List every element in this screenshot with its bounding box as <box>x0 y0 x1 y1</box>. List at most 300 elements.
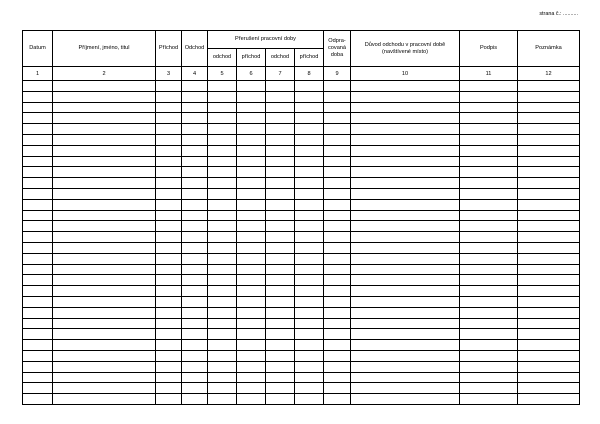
form-cell[interactable] <box>208 178 237 189</box>
form-cell[interactable] <box>23 340 53 351</box>
form-cell[interactable] <box>351 394 460 405</box>
form-cell[interactable] <box>266 188 295 199</box>
form-cell[interactable] <box>518 329 580 340</box>
form-cell[interactable] <box>182 145 208 156</box>
form-cell[interactable] <box>156 318 182 329</box>
form-cell[interactable] <box>518 156 580 167</box>
form-cell[interactable] <box>156 286 182 297</box>
form-cell[interactable] <box>182 102 208 113</box>
form-cell[interactable] <box>295 156 324 167</box>
form-cell[interactable] <box>53 340 156 351</box>
form-cell[interactable] <box>460 296 518 307</box>
form-cell[interactable] <box>266 102 295 113</box>
form-cell[interactable] <box>208 372 237 383</box>
form-cell[interactable] <box>53 350 156 361</box>
form-cell[interactable] <box>266 91 295 102</box>
form-cell[interactable] <box>23 134 53 145</box>
form-cell[interactable] <box>460 178 518 189</box>
form-cell[interactable] <box>351 275 460 286</box>
form-cell[interactable] <box>237 113 266 124</box>
form-cell[interactable] <box>518 350 580 361</box>
form-cell[interactable] <box>156 134 182 145</box>
form-cell[interactable] <box>324 145 351 156</box>
form-cell[interactable] <box>266 286 295 297</box>
form-cell[interactable] <box>208 232 237 243</box>
form-cell[interactable] <box>324 156 351 167</box>
form-cell[interactable] <box>295 340 324 351</box>
form-cell[interactable] <box>23 253 53 264</box>
form-cell[interactable] <box>237 329 266 340</box>
form-cell[interactable] <box>460 275 518 286</box>
form-cell[interactable] <box>295 350 324 361</box>
form-cell[interactable] <box>460 199 518 210</box>
form-cell[interactable] <box>324 124 351 135</box>
form-cell[interactable] <box>237 394 266 405</box>
form-cell[interactable] <box>351 210 460 221</box>
form-cell[interactable] <box>324 361 351 372</box>
form-cell[interactable] <box>324 350 351 361</box>
form-cell[interactable] <box>23 178 53 189</box>
form-cell[interactable] <box>266 253 295 264</box>
form-cell[interactable] <box>266 350 295 361</box>
form-cell[interactable] <box>295 286 324 297</box>
form-cell[interactable] <box>518 221 580 232</box>
form-cell[interactable] <box>53 178 156 189</box>
form-cell[interactable] <box>518 242 580 253</box>
form-cell[interactable] <box>266 199 295 210</box>
form-cell[interactable] <box>324 318 351 329</box>
form-cell[interactable] <box>53 167 156 178</box>
form-cell[interactable] <box>266 340 295 351</box>
form-cell[interactable] <box>351 178 460 189</box>
form-cell[interactable] <box>237 124 266 135</box>
form-cell[interactable] <box>237 318 266 329</box>
form-cell[interactable] <box>460 124 518 135</box>
form-cell[interactable] <box>460 350 518 361</box>
form-cell[interactable] <box>182 81 208 92</box>
form-cell[interactable] <box>295 188 324 199</box>
form-cell[interactable] <box>266 81 295 92</box>
form-cell[interactable] <box>266 134 295 145</box>
form-cell[interactable] <box>324 253 351 264</box>
form-cell[interactable] <box>182 221 208 232</box>
form-cell[interactable] <box>351 145 460 156</box>
form-cell[interactable] <box>518 361 580 372</box>
form-cell[interactable] <box>460 286 518 297</box>
form-cell[interactable] <box>182 286 208 297</box>
form-cell[interactable] <box>53 253 156 264</box>
form-cell[interactable] <box>23 167 53 178</box>
form-cell[interactable] <box>460 372 518 383</box>
form-cell[interactable] <box>266 113 295 124</box>
form-cell[interactable] <box>324 199 351 210</box>
form-cell[interactable] <box>266 178 295 189</box>
form-cell[interactable] <box>182 178 208 189</box>
form-cell[interactable] <box>53 156 156 167</box>
form-cell[interactable] <box>518 134 580 145</box>
form-cell[interactable] <box>182 383 208 394</box>
form-cell[interactable] <box>518 102 580 113</box>
form-cell[interactable] <box>351 199 460 210</box>
form-cell[interactable] <box>23 329 53 340</box>
form-cell[interactable] <box>460 145 518 156</box>
form-cell[interactable] <box>295 264 324 275</box>
form-cell[interactable] <box>53 242 156 253</box>
form-cell[interactable] <box>460 253 518 264</box>
form-cell[interactable] <box>351 232 460 243</box>
form-cell[interactable] <box>295 361 324 372</box>
form-cell[interactable] <box>208 361 237 372</box>
form-cell[interactable] <box>23 372 53 383</box>
form-cell[interactable] <box>182 156 208 167</box>
form-cell[interactable] <box>266 221 295 232</box>
form-cell[interactable] <box>53 199 156 210</box>
form-cell[interactable] <box>237 372 266 383</box>
form-cell[interactable] <box>53 188 156 199</box>
form-cell[interactable] <box>53 275 156 286</box>
form-cell[interactable] <box>208 124 237 135</box>
form-cell[interactable] <box>156 242 182 253</box>
form-cell[interactable] <box>518 286 580 297</box>
form-cell[interactable] <box>53 113 156 124</box>
form-cell[interactable] <box>156 372 182 383</box>
form-cell[interactable] <box>351 372 460 383</box>
form-cell[interactable] <box>208 394 237 405</box>
form-cell[interactable] <box>182 275 208 286</box>
form-cell[interactable] <box>351 242 460 253</box>
form-cell[interactable] <box>23 275 53 286</box>
form-cell[interactable] <box>266 242 295 253</box>
form-cell[interactable] <box>182 242 208 253</box>
form-cell[interactable] <box>156 350 182 361</box>
form-cell[interactable] <box>23 156 53 167</box>
form-cell[interactable] <box>295 81 324 92</box>
form-cell[interactable] <box>237 350 266 361</box>
form-cell[interactable] <box>518 340 580 351</box>
form-cell[interactable] <box>460 361 518 372</box>
form-cell[interactable] <box>23 296 53 307</box>
form-cell[interactable] <box>295 124 324 135</box>
form-cell[interactable] <box>324 178 351 189</box>
form-cell[interactable] <box>237 134 266 145</box>
form-cell[interactable] <box>518 145 580 156</box>
form-cell[interactable] <box>182 91 208 102</box>
form-cell[interactable] <box>324 221 351 232</box>
form-cell[interactable] <box>351 221 460 232</box>
form-cell[interactable] <box>460 221 518 232</box>
form-cell[interactable] <box>324 286 351 297</box>
form-cell[interactable] <box>53 329 156 340</box>
form-cell[interactable] <box>156 383 182 394</box>
form-cell[interactable] <box>295 134 324 145</box>
form-cell[interactable] <box>237 156 266 167</box>
form-cell[interactable] <box>295 210 324 221</box>
form-cell[interactable] <box>237 361 266 372</box>
form-cell[interactable] <box>23 124 53 135</box>
form-cell[interactable] <box>518 372 580 383</box>
form-cell[interactable] <box>182 113 208 124</box>
form-cell[interactable] <box>237 275 266 286</box>
form-cell[interactable] <box>156 167 182 178</box>
form-cell[interactable] <box>324 264 351 275</box>
form-cell[interactable] <box>518 275 580 286</box>
form-cell[interactable] <box>208 350 237 361</box>
form-cell[interactable] <box>182 296 208 307</box>
form-cell[interactable] <box>295 253 324 264</box>
form-cell[interactable] <box>324 372 351 383</box>
form-cell[interactable] <box>324 296 351 307</box>
form-cell[interactable] <box>156 145 182 156</box>
form-cell[interactable] <box>237 253 266 264</box>
form-cell[interactable] <box>351 340 460 351</box>
form-cell[interactable] <box>295 167 324 178</box>
form-cell[interactable] <box>295 296 324 307</box>
form-cell[interactable] <box>53 210 156 221</box>
form-cell[interactable] <box>266 275 295 286</box>
form-cell[interactable] <box>182 318 208 329</box>
form-cell[interactable] <box>182 361 208 372</box>
form-cell[interactable] <box>266 329 295 340</box>
form-cell[interactable] <box>266 361 295 372</box>
form-cell[interactable] <box>351 156 460 167</box>
form-cell[interactable] <box>53 124 156 135</box>
form-cell[interactable] <box>518 113 580 124</box>
form-cell[interactable] <box>237 232 266 243</box>
form-cell[interactable] <box>324 113 351 124</box>
form-cell[interactable] <box>53 145 156 156</box>
form-cell[interactable] <box>182 253 208 264</box>
form-cell[interactable] <box>324 383 351 394</box>
form-cell[interactable] <box>23 91 53 102</box>
form-cell[interactable] <box>53 318 156 329</box>
form-cell[interactable] <box>53 232 156 243</box>
form-cell[interactable] <box>518 188 580 199</box>
form-cell[interactable] <box>460 340 518 351</box>
form-cell[interactable] <box>23 145 53 156</box>
form-cell[interactable] <box>295 199 324 210</box>
form-cell[interactable] <box>237 296 266 307</box>
form-cell[interactable] <box>460 167 518 178</box>
form-cell[interactable] <box>518 210 580 221</box>
form-cell[interactable] <box>324 394 351 405</box>
form-cell[interactable] <box>156 81 182 92</box>
form-cell[interactable] <box>266 383 295 394</box>
form-cell[interactable] <box>324 91 351 102</box>
form-cell[interactable] <box>295 318 324 329</box>
form-cell[interactable] <box>295 242 324 253</box>
form-cell[interactable] <box>182 372 208 383</box>
form-cell[interactable] <box>351 361 460 372</box>
form-cell[interactable] <box>208 81 237 92</box>
form-cell[interactable] <box>53 383 156 394</box>
form-cell[interactable] <box>208 383 237 394</box>
form-cell[interactable] <box>237 242 266 253</box>
form-cell[interactable] <box>295 221 324 232</box>
form-cell[interactable] <box>518 124 580 135</box>
form-cell[interactable] <box>351 307 460 318</box>
form-cell[interactable] <box>208 221 237 232</box>
form-cell[interactable] <box>237 340 266 351</box>
form-cell[interactable] <box>351 167 460 178</box>
form-cell[interactable] <box>182 350 208 361</box>
form-cell[interactable] <box>295 307 324 318</box>
form-cell[interactable] <box>518 318 580 329</box>
form-cell[interactable] <box>23 81 53 92</box>
form-cell[interactable] <box>23 210 53 221</box>
form-cell[interactable] <box>53 286 156 297</box>
form-cell[interactable] <box>518 199 580 210</box>
form-cell[interactable] <box>53 134 156 145</box>
form-cell[interactable] <box>208 340 237 351</box>
form-cell[interactable] <box>324 329 351 340</box>
form-cell[interactable] <box>266 232 295 243</box>
form-cell[interactable] <box>518 264 580 275</box>
form-cell[interactable] <box>208 253 237 264</box>
form-cell[interactable] <box>182 340 208 351</box>
form-cell[interactable] <box>208 102 237 113</box>
form-cell[interactable] <box>324 81 351 92</box>
form-cell[interactable] <box>156 221 182 232</box>
form-cell[interactable] <box>23 264 53 275</box>
form-cell[interactable] <box>460 81 518 92</box>
form-cell[interactable] <box>460 318 518 329</box>
form-cell[interactable] <box>23 307 53 318</box>
form-cell[interactable] <box>23 102 53 113</box>
form-cell[interactable] <box>518 167 580 178</box>
form-cell[interactable] <box>518 307 580 318</box>
form-cell[interactable] <box>295 383 324 394</box>
form-cell[interactable] <box>460 91 518 102</box>
form-cell[interactable] <box>460 134 518 145</box>
form-cell[interactable] <box>460 113 518 124</box>
form-cell[interactable] <box>23 221 53 232</box>
form-cell[interactable] <box>460 307 518 318</box>
form-cell[interactable] <box>208 275 237 286</box>
form-cell[interactable] <box>324 242 351 253</box>
form-cell[interactable] <box>266 394 295 405</box>
form-cell[interactable] <box>182 134 208 145</box>
form-cell[interactable] <box>351 188 460 199</box>
form-cell[interactable] <box>351 264 460 275</box>
form-cell[interactable] <box>23 383 53 394</box>
form-cell[interactable] <box>351 286 460 297</box>
form-cell[interactable] <box>182 167 208 178</box>
form-cell[interactable] <box>266 210 295 221</box>
form-cell[interactable] <box>23 242 53 253</box>
form-cell[interactable] <box>295 145 324 156</box>
form-cell[interactable] <box>518 296 580 307</box>
form-cell[interactable] <box>156 156 182 167</box>
form-cell[interactable] <box>208 199 237 210</box>
form-cell[interactable] <box>351 296 460 307</box>
form-cell[interactable] <box>182 264 208 275</box>
form-cell[interactable] <box>208 210 237 221</box>
form-cell[interactable] <box>324 307 351 318</box>
form-cell[interactable] <box>53 102 156 113</box>
form-cell[interactable] <box>182 307 208 318</box>
form-cell[interactable] <box>182 210 208 221</box>
form-cell[interactable] <box>156 91 182 102</box>
form-cell[interactable] <box>295 275 324 286</box>
form-cell[interactable] <box>518 81 580 92</box>
form-cell[interactable] <box>53 394 156 405</box>
form-cell[interactable] <box>324 232 351 243</box>
form-cell[interactable] <box>156 361 182 372</box>
form-cell[interactable] <box>53 91 156 102</box>
form-cell[interactable] <box>324 102 351 113</box>
form-cell[interactable] <box>208 167 237 178</box>
form-cell[interactable] <box>23 232 53 243</box>
form-cell[interactable] <box>518 253 580 264</box>
form-cell[interactable] <box>156 199 182 210</box>
form-cell[interactable] <box>518 383 580 394</box>
form-cell[interactable] <box>237 167 266 178</box>
form-cell[interactable] <box>156 394 182 405</box>
form-cell[interactable] <box>208 145 237 156</box>
form-cell[interactable] <box>295 329 324 340</box>
form-cell[interactable] <box>295 178 324 189</box>
form-cell[interactable] <box>351 350 460 361</box>
form-cell[interactable] <box>182 188 208 199</box>
form-cell[interactable] <box>518 394 580 405</box>
form-cell[interactable] <box>518 178 580 189</box>
form-cell[interactable] <box>324 275 351 286</box>
form-cell[interactable] <box>266 318 295 329</box>
form-cell[interactable] <box>208 296 237 307</box>
form-cell[interactable] <box>23 113 53 124</box>
form-cell[interactable] <box>182 329 208 340</box>
form-cell[interactable] <box>156 329 182 340</box>
form-cell[interactable] <box>182 394 208 405</box>
form-cell[interactable] <box>156 124 182 135</box>
form-cell[interactable] <box>23 318 53 329</box>
form-cell[interactable] <box>295 394 324 405</box>
form-cell[interactable] <box>53 361 156 372</box>
form-cell[interactable] <box>460 102 518 113</box>
form-cell[interactable] <box>460 264 518 275</box>
form-cell[interactable] <box>53 81 156 92</box>
form-cell[interactable] <box>295 372 324 383</box>
form-cell[interactable] <box>295 113 324 124</box>
form-cell[interactable] <box>53 307 156 318</box>
form-cell[interactable] <box>460 156 518 167</box>
form-cell[interactable] <box>266 145 295 156</box>
form-cell[interactable] <box>266 167 295 178</box>
form-cell[interactable] <box>23 188 53 199</box>
form-cell[interactable] <box>324 134 351 145</box>
form-cell[interactable] <box>324 188 351 199</box>
form-cell[interactable] <box>237 264 266 275</box>
form-cell[interactable] <box>351 113 460 124</box>
form-cell[interactable] <box>266 307 295 318</box>
form-cell[interactable] <box>23 394 53 405</box>
form-cell[interactable] <box>351 253 460 264</box>
form-cell[interactable] <box>518 91 580 102</box>
form-cell[interactable] <box>208 188 237 199</box>
form-cell[interactable] <box>208 329 237 340</box>
form-cell[interactable] <box>156 296 182 307</box>
form-cell[interactable] <box>156 275 182 286</box>
form-cell[interactable] <box>156 340 182 351</box>
form-cell[interactable] <box>23 199 53 210</box>
form-cell[interactable] <box>518 232 580 243</box>
form-cell[interactable] <box>351 81 460 92</box>
form-cell[interactable] <box>460 383 518 394</box>
form-cell[interactable] <box>23 286 53 297</box>
form-cell[interactable] <box>460 329 518 340</box>
form-cell[interactable] <box>23 350 53 361</box>
form-cell[interactable] <box>182 124 208 135</box>
